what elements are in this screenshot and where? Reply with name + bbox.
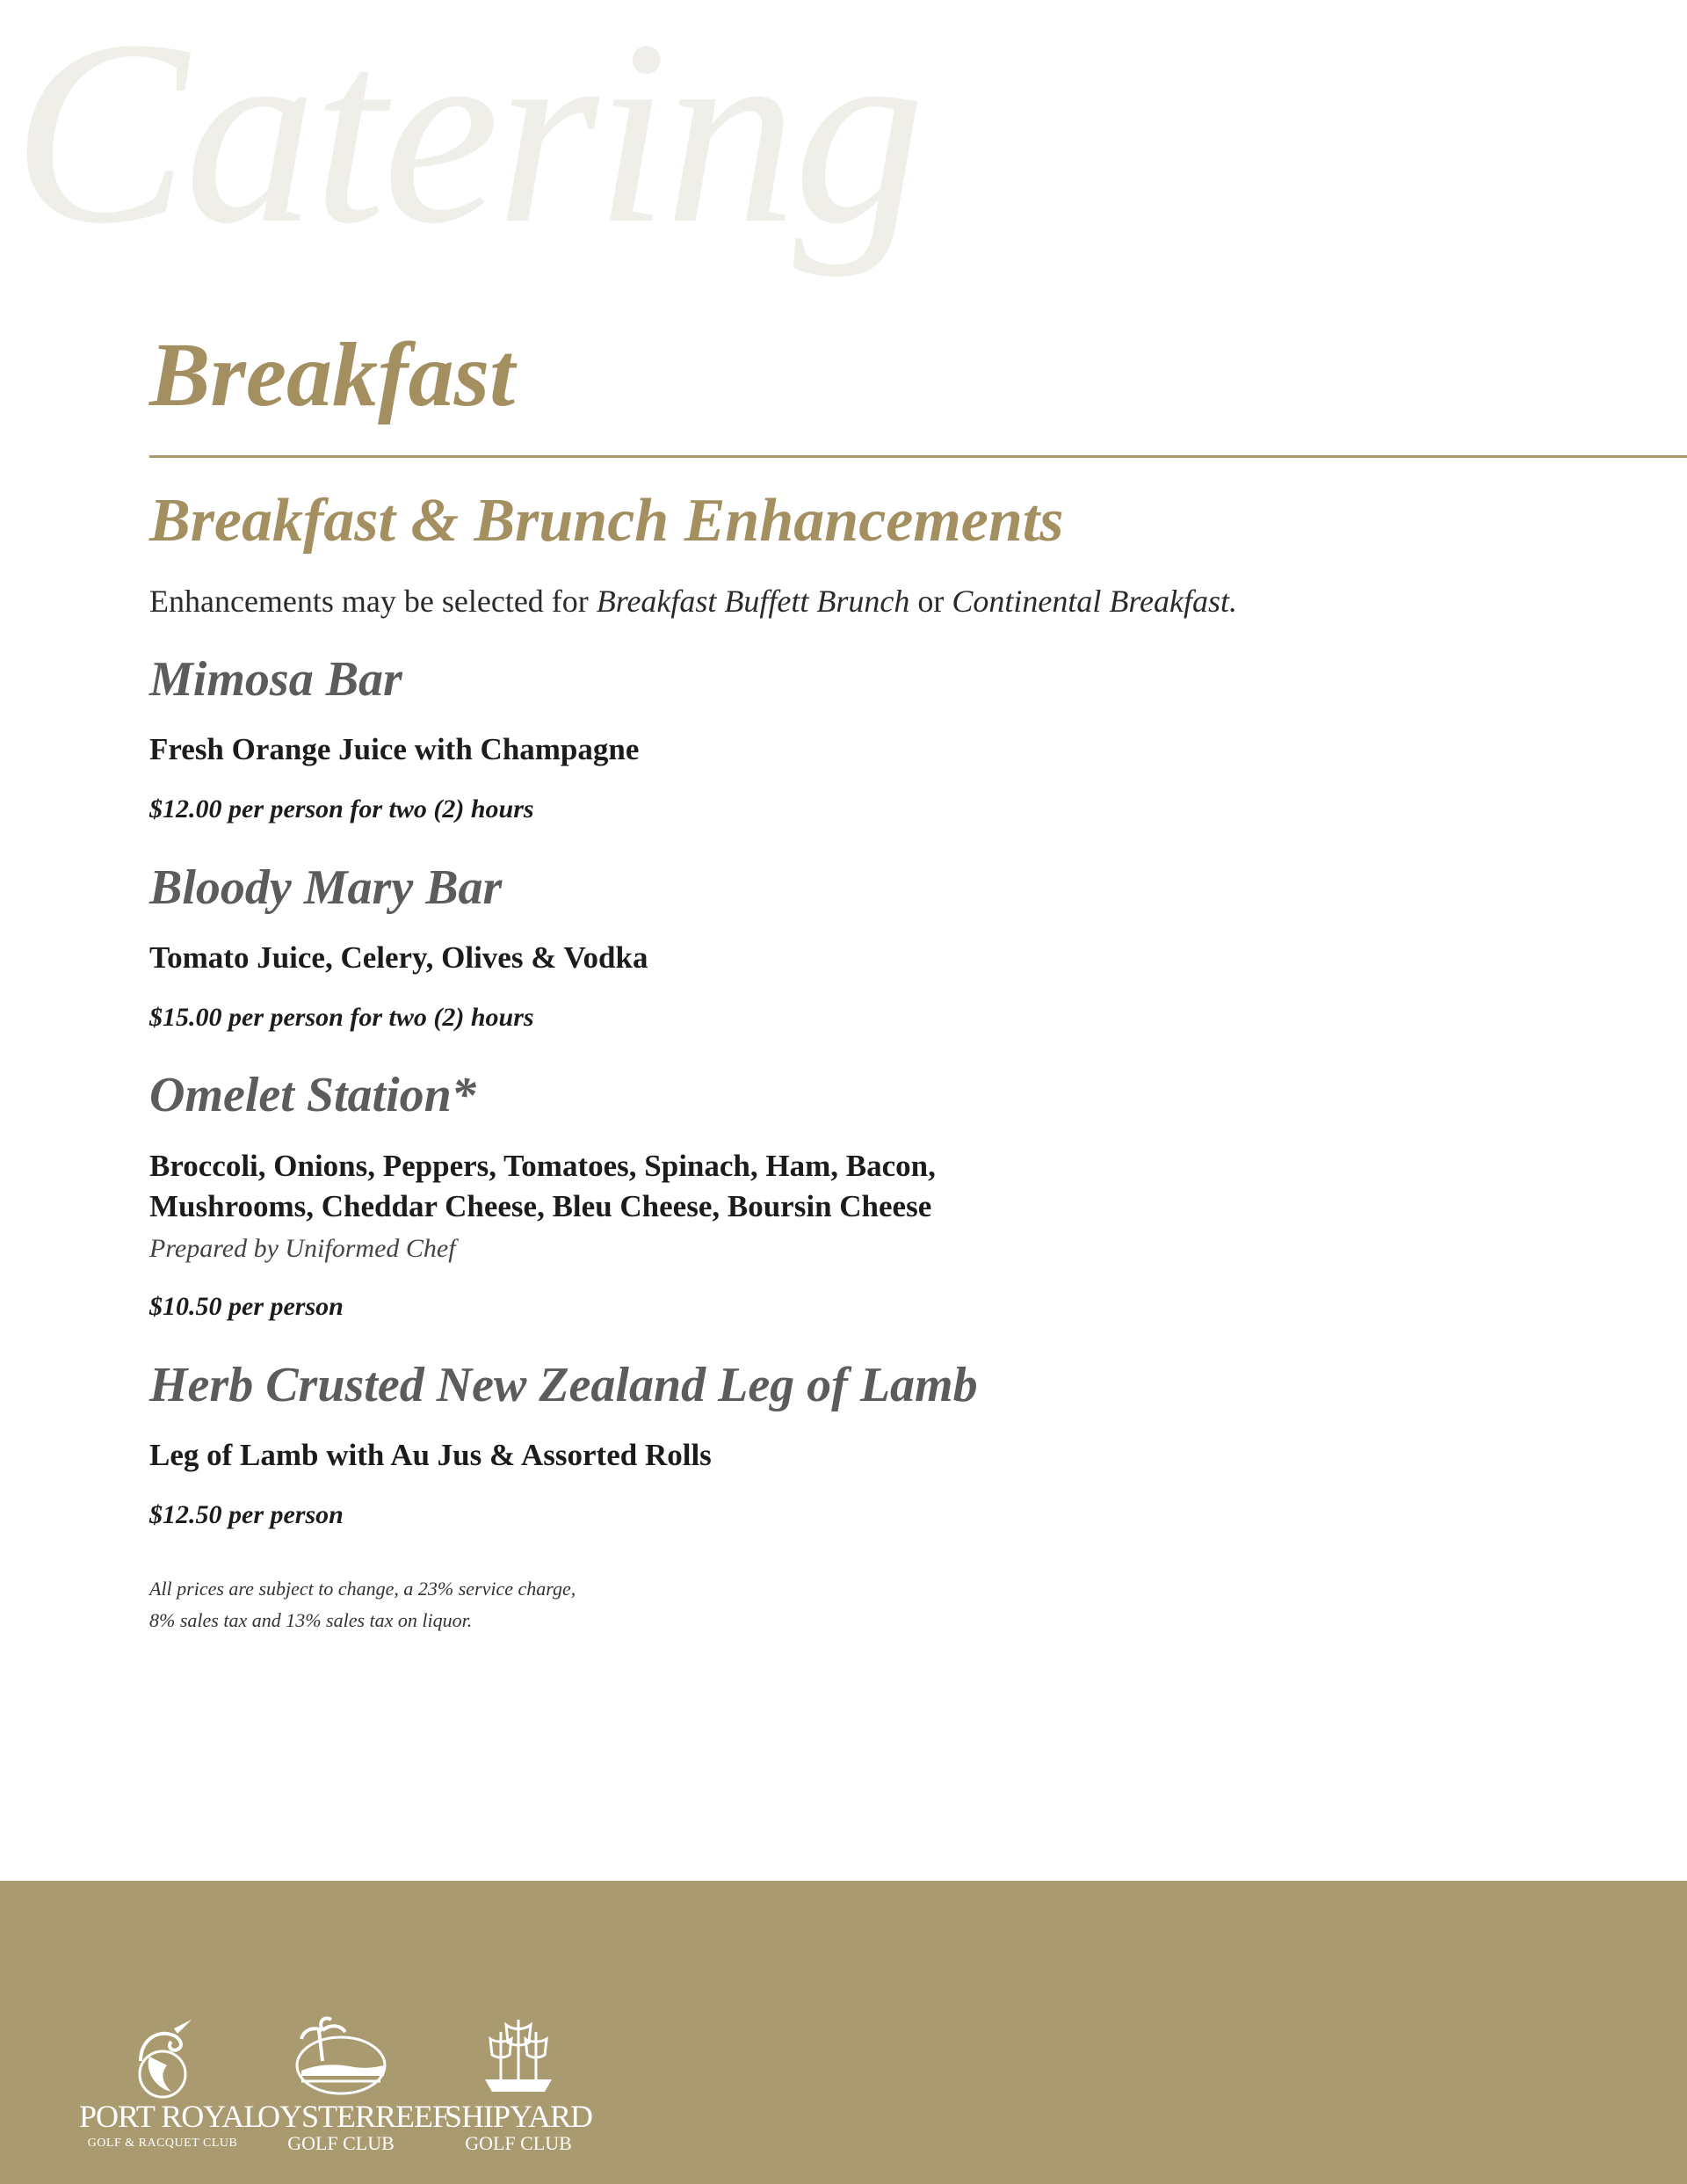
item-title-mimosa-bar: Mimosa Bar — [149, 652, 402, 707]
oyster-reef-name: OYSTERREEF — [257, 2099, 450, 2134]
disclaimer-line-1: All prices are subject to change, a 23% service charge, — [149, 1578, 576, 1600]
port-royal-sub: GOLF & RACQUET CLUB — [87, 2137, 238, 2150]
item-title-omelet-station: Omelet Station* — [149, 1068, 476, 1122]
page-title: Breakfast — [149, 324, 515, 425]
item-desc-mimosa-bar: Fresh Orange Juice with Champagne — [149, 732, 640, 766]
disclaimer-line-2: 8% sales tax and 13% sales tax on liquor. — [149, 1609, 473, 1631]
item-title-leg-of-lamb: Herb Crusted New Zealand Leg of Lamb — [149, 1358, 978, 1412]
intro-or: or — [909, 584, 952, 619]
intro-text — [149, 585, 1237, 617]
item-price-mimosa-bar: $12.00 per person for two (2) hours — [149, 795, 534, 824]
title-divider — [149, 455, 1687, 458]
item-desc-omelet-station-line2: Mushrooms, Cheddar Cheese, Bleu Cheese, Boursin Cheese — [149, 1189, 932, 1223]
heron-icon — [123, 2013, 202, 2101]
item-price-bloody-mary-bar: $15.00 per person for two (2) hours — [149, 1003, 534, 1032]
oyster-reef-logo — [257, 2013, 450, 2154]
item-desc-leg-of-lamb: Leg of Lamb with Au Jus & Assorted Rolls — [149, 1438, 712, 1472]
shipyard-sub: GOLF CLUB — [465, 2132, 572, 2154]
item-note-omelet-station: Prepared by Uniformed Chef — [149, 1234, 456, 1263]
shipyard-name: SHIPYARD — [444, 2099, 593, 2134]
shipyard-logo — [439, 2013, 597, 2153]
pricing-disclaimer — [149, 1573, 576, 1636]
port-royal-logo — [79, 2013, 263, 2150]
catering-watermark: Catering — [12, 0, 922, 278]
footer-band — [0, 1881, 1687, 2184]
item-desc-bloody-mary-bar: Tomato Juice, Celery, Olives & Vodka — [149, 940, 648, 975]
item-price-leg-of-lamb: $12.50 per person — [149, 1500, 344, 1529]
intro-prefix: Enhancements may be selected for — [149, 584, 597, 619]
oyster-reef-sub: GOLF CLUB — [287, 2132, 395, 2154]
item-title-bloody-mary-bar: Bloody Mary Bar — [149, 860, 503, 915]
section-title: Breakfast & Brunch Enhancements — [149, 487, 1064, 555]
item-price-omelet-station: $10.50 per person — [149, 1292, 344, 1321]
intro-continental: Continental Breakfast. — [952, 584, 1238, 619]
item-desc-omelet-station-line1: Broccoli, Onions, Peppers, Tomatoes, Spinach, Ham, Bacon, — [149, 1149, 936, 1183]
ship-icon — [474, 2013, 562, 2101]
palm-island-icon — [293, 2013, 389, 2101]
intro-buffet: Breakfast Buffett Brunch — [596, 584, 910, 619]
port-royal-name: PORT ROYAL — [79, 2099, 263, 2134]
